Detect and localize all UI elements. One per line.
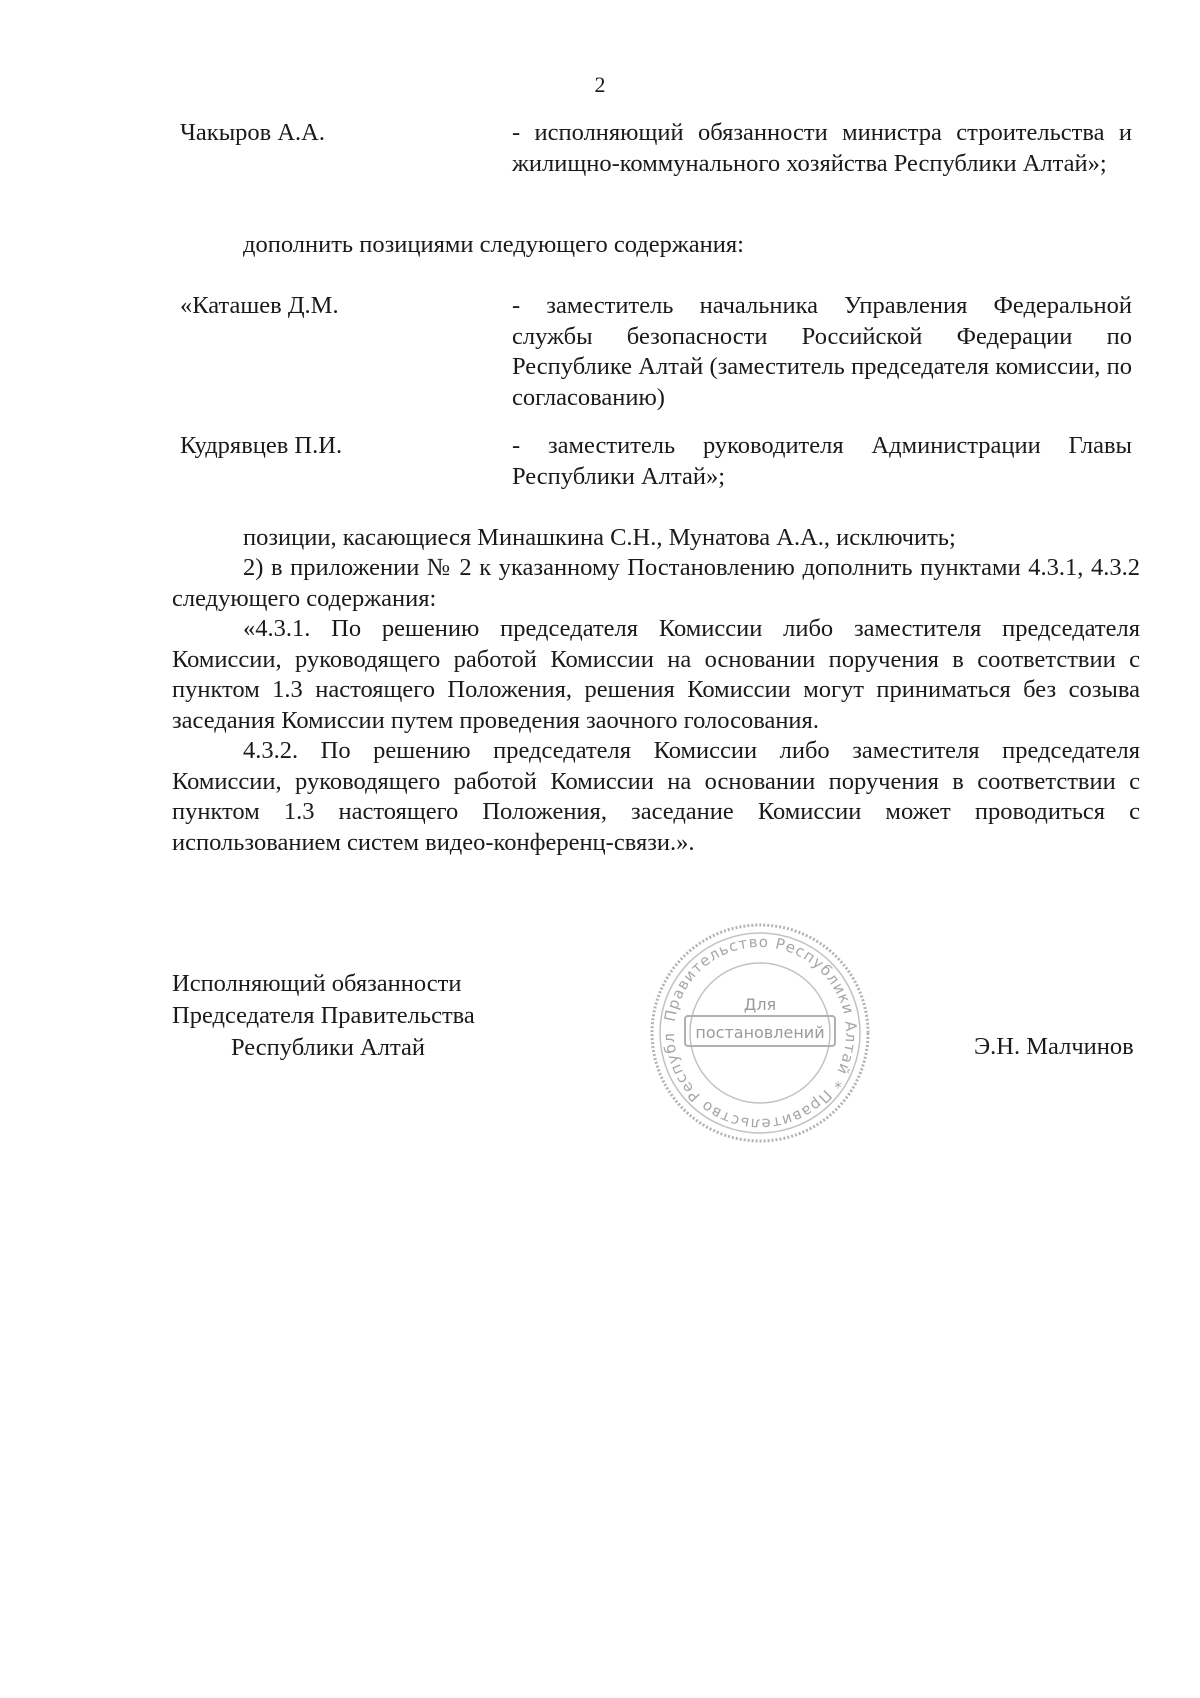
svg-text:Для: Для [743, 995, 777, 1014]
seal-graphic [645, 918, 875, 1148]
intro-paragraph: дополнить позициями следующего содержания: [243, 231, 744, 258]
person-role: - заместитель начальника Управления Федеральной службы безопасности Российской Федерации по Республике Алтай (заместитель председателя комиссии, по согласованию) [512, 292, 1132, 411]
signature-title-line: Исполняющий обязанности [172, 970, 462, 997]
body-paragraph: 4.3.2. По решению председателя Комиссии либо заместителя председателя Комиссии, руководящего работой Комиссии на основании поручения в соответствии с пунктом 1.3 настоящего Положения, заседание Комиссии может проводиться с использованием систем видео-конференц-связи.». [172, 737, 1140, 856]
body-paragraph: «4.3.1. По решению председателя Комиссии либо заместителя председателя Комиссии, руководящего работой Комиссии на основании поручения в соответствии с пунктом 1.3 настоящего Положения, решения Комиссии могут приниматься без созыва заседания Комиссии путем проведения заочного голосования. [172, 615, 1140, 734]
body-paragraph: 2) в приложении № 2 к указанному Постановлению дополнить пунктами 4.3.1, 4.3.2 следующего содержания: [172, 554, 1140, 612]
signature-title-line: Республики Алтай [231, 1034, 425, 1061]
seal-stamp [645, 918, 875, 1148]
page-number: 2 [594, 72, 606, 97]
person-role: - заместитель руководителя Администрации Главы Республики Алтай»; [512, 432, 1132, 490]
body-paragraph: позиции, касающиеся Минашкина С.Н., Мунатова А.А., исключить; [243, 524, 956, 551]
svg-text:постановлений: постановлений [695, 1023, 825, 1042]
person-name: Чакыров А.А. [180, 119, 325, 146]
person-name: «Каташев Д.М. [180, 292, 339, 319]
person-role: - исполняющий обязанности министра строительства и жилищно-коммунального хозяйства Республики Алтай»; [512, 119, 1132, 177]
person-name: Кудрявцев П.И. [180, 432, 343, 459]
svg-text:Правительство Республики Алтай: Правительство Республики Алтай * Правительство Республ [659, 932, 861, 1134]
signature-title-line: Председателя Правительства [172, 1002, 475, 1029]
signature-block [172, 968, 475, 1064]
signer-name: Э.Н. Малчинов [974, 1033, 1134, 1060]
